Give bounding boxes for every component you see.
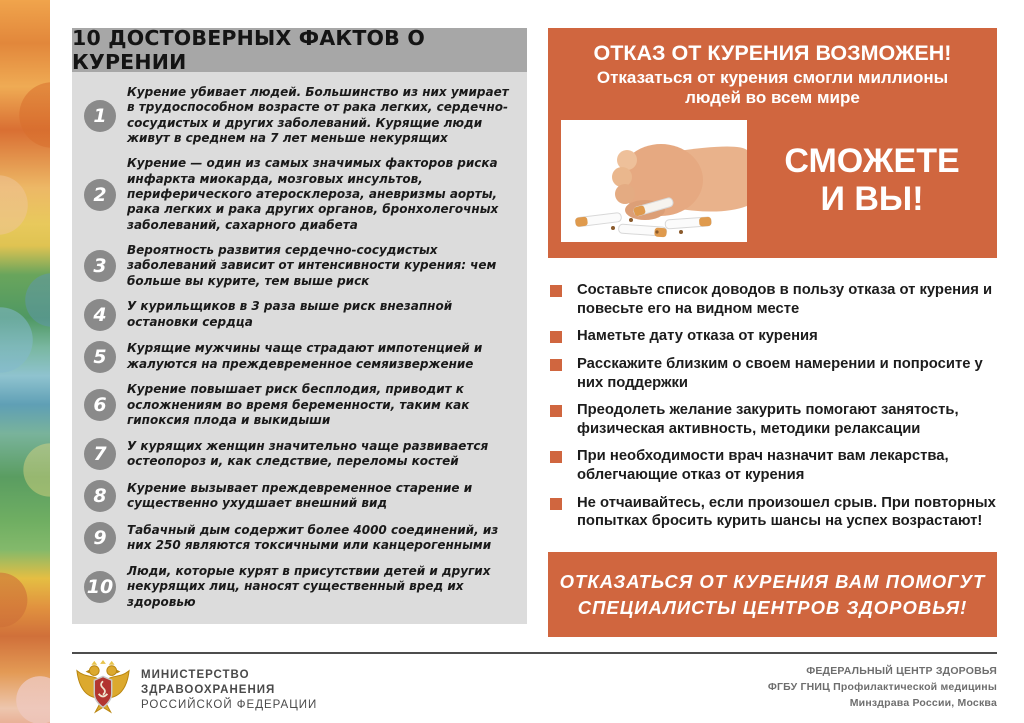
tip-item-4 bbox=[548, 401, 997, 438]
fact-item-8 bbox=[84, 480, 513, 512]
banner-line1: ОТКАЗАТЬСЯ ОТ КУРЕНИЯ ВАМ ПОМОГУТ bbox=[559, 570, 986, 592]
fact-text: Курение убивает людей. Большинство из них умирает в трудоспособном возрасте от рака легких, сердечно-сосудистых и других заболеваний. Курящие люди живут в среднем на 7 лет меньше некурящих bbox=[127, 85, 509, 146]
square-bullet-icon bbox=[550, 498, 562, 510]
fact-item-10 bbox=[84, 564, 513, 610]
fact-text: Курящие мужчины чаще страдают импотенцией и жалуются на преждевременное семяизвержение bbox=[127, 341, 483, 371]
facts-list bbox=[72, 72, 527, 624]
fact-number-badge: 5 bbox=[84, 341, 116, 373]
decorative-side-strip bbox=[0, 0, 50, 723]
tip-text: Не отчаивайтесь, если произошел срыв. При повторных попытках бросить курить шансы на успех возрастают! bbox=[577, 494, 996, 530]
credit-line2: ФГБУ ГНИЦ Профилактической медицины bbox=[767, 680, 997, 693]
you-can-line1: СМОЖЕТЕ bbox=[784, 142, 960, 181]
tip-text: Наметьте дату отказа от курения bbox=[577, 328, 818, 345]
credit-line1: ФЕДЕРАЛЬНЫЙ ЦЕНТР ЗДОРОВЬЯ bbox=[806, 665, 997, 677]
fact-number-badge: 10 bbox=[84, 571, 116, 603]
fact-item-6 bbox=[84, 382, 513, 428]
tip-item-5 bbox=[548, 447, 997, 484]
square-bullet-icon bbox=[550, 285, 562, 297]
fact-item-2 bbox=[84, 156, 513, 233]
fact-number-badge: 6 bbox=[84, 389, 116, 421]
fact-item-4 bbox=[84, 299, 513, 331]
tip-item-2 bbox=[548, 327, 997, 346]
fact-item-9 bbox=[84, 522, 513, 554]
fact-text: Люди, которые курят в присутствии детей и других некурящих лиц, наносят существенный вред их здоровью bbox=[127, 563, 491, 609]
health-center-credit bbox=[768, 664, 997, 711]
quit-possible-box bbox=[548, 28, 997, 258]
fact-text: У курящих женщин значительно чаще развивается остеопороз и, как следствие, переломы костей bbox=[127, 439, 489, 469]
you-can-line2: И ВЫ! bbox=[820, 179, 924, 218]
square-bullet-icon bbox=[550, 405, 562, 417]
fact-number-badge: 4 bbox=[84, 299, 116, 331]
credit-line3: Минздрава России, Москва bbox=[849, 696, 997, 709]
quit-row bbox=[548, 120, 997, 242]
fact-number-badge: 7 bbox=[84, 438, 116, 470]
fist-crushing-cigarettes-photo bbox=[561, 120, 747, 242]
fact-text: Курение повышает риск бесплодия, приводит к осложнениям во время беременности, таким как гипоксия плода и выкидыши bbox=[127, 382, 470, 428]
fact-item-1 bbox=[84, 85, 513, 146]
fact-item-7 bbox=[84, 438, 513, 470]
you-can-too-text bbox=[747, 143, 997, 218]
quit-tips-list bbox=[548, 281, 997, 540]
footer-divider bbox=[72, 652, 997, 654]
tip-text: Преодолеть желание закурить помогают занятость, физическая активность, методики релаксации bbox=[577, 402, 959, 437]
fact-item-3 bbox=[84, 243, 513, 289]
ministry-line3: РОССИЙСКОЙ ФЕДЕРАЦИИ bbox=[141, 698, 318, 711]
fact-number-badge: 9 bbox=[84, 522, 116, 554]
tip-item-1 bbox=[548, 281, 997, 318]
fact-text: Курение вызывает преждевременное старение и существенно ухудшает внешний вид bbox=[127, 480, 473, 511]
fact-item-5 bbox=[84, 341, 513, 373]
tip-text: Расскажите близким о своем намерении и попросите у них поддержки bbox=[577, 355, 983, 391]
quit-title: ОТКАЗ ОТ КУРЕНИЯ ВОЗМОЖЕН! bbox=[593, 41, 952, 65]
facts-panel-title: 10 ДОСТОВЕРНЫХ ФАКТОВ О КУРЕНИИ bbox=[72, 28, 527, 72]
square-bullet-icon bbox=[550, 359, 562, 371]
banner-line2: СПЕЦИАЛИСТЫ ЦЕНТРОВ ЗДОРОВЬЯ! bbox=[577, 596, 968, 618]
ministry-emblem-icon bbox=[74, 659, 132, 717]
ministry-line2: ЗДРАВООХРАНЕНИЯ bbox=[141, 683, 276, 696]
double-headed-eagle-icon bbox=[74, 659, 132, 717]
square-bullet-icon bbox=[550, 451, 562, 463]
fist-photo-illustration bbox=[561, 120, 747, 242]
health-centers-banner bbox=[548, 552, 997, 637]
tip-text: При необходимости врач назначит вам лекарства, облегчающие отказ от курения bbox=[577, 448, 949, 484]
tip-text: Составьте список доводов в пользу отказа от курения и повесьте его на видном месте bbox=[577, 282, 993, 317]
tip-item-3 bbox=[548, 355, 997, 392]
fact-text: Вероятность развития сердечно-сосудистых заболеваний зависит от интенсивности курения: чем больше вы курите, тем выше риск bbox=[127, 242, 497, 288]
ministry-line1: МИНИСТЕРСТВО bbox=[141, 669, 250, 681]
tip-item-6 bbox=[548, 494, 997, 531]
ministry-name bbox=[141, 668, 317, 713]
quit-subtitle: Отказаться от курения смогли миллионы людей во всем мире bbox=[596, 67, 949, 108]
fact-number-badge: 2 bbox=[84, 179, 116, 211]
fact-number-badge: 3 bbox=[84, 250, 116, 282]
facts-panel bbox=[72, 28, 527, 624]
fact-number-badge: 8 bbox=[84, 480, 116, 512]
fact-text: Табачный дым содержит более 4000 соединений, из них 250 являются токсичными или канцерогенными bbox=[127, 522, 499, 553]
square-bullet-icon bbox=[550, 331, 562, 343]
fact-text: Курение — один из самых значимых факторов риска инфаркта миокарда, мозговых инсультов, периферического атеросклероза, аневризмы аорты, рака легких и рака других органов, бронхолегочных заболеваний, сахарного диабета bbox=[127, 156, 499, 232]
fact-number-badge: 1 bbox=[84, 100, 116, 132]
fact-text: У курильщиков в 3 раза выше риск внезапной остановки сердца bbox=[127, 299, 453, 329]
